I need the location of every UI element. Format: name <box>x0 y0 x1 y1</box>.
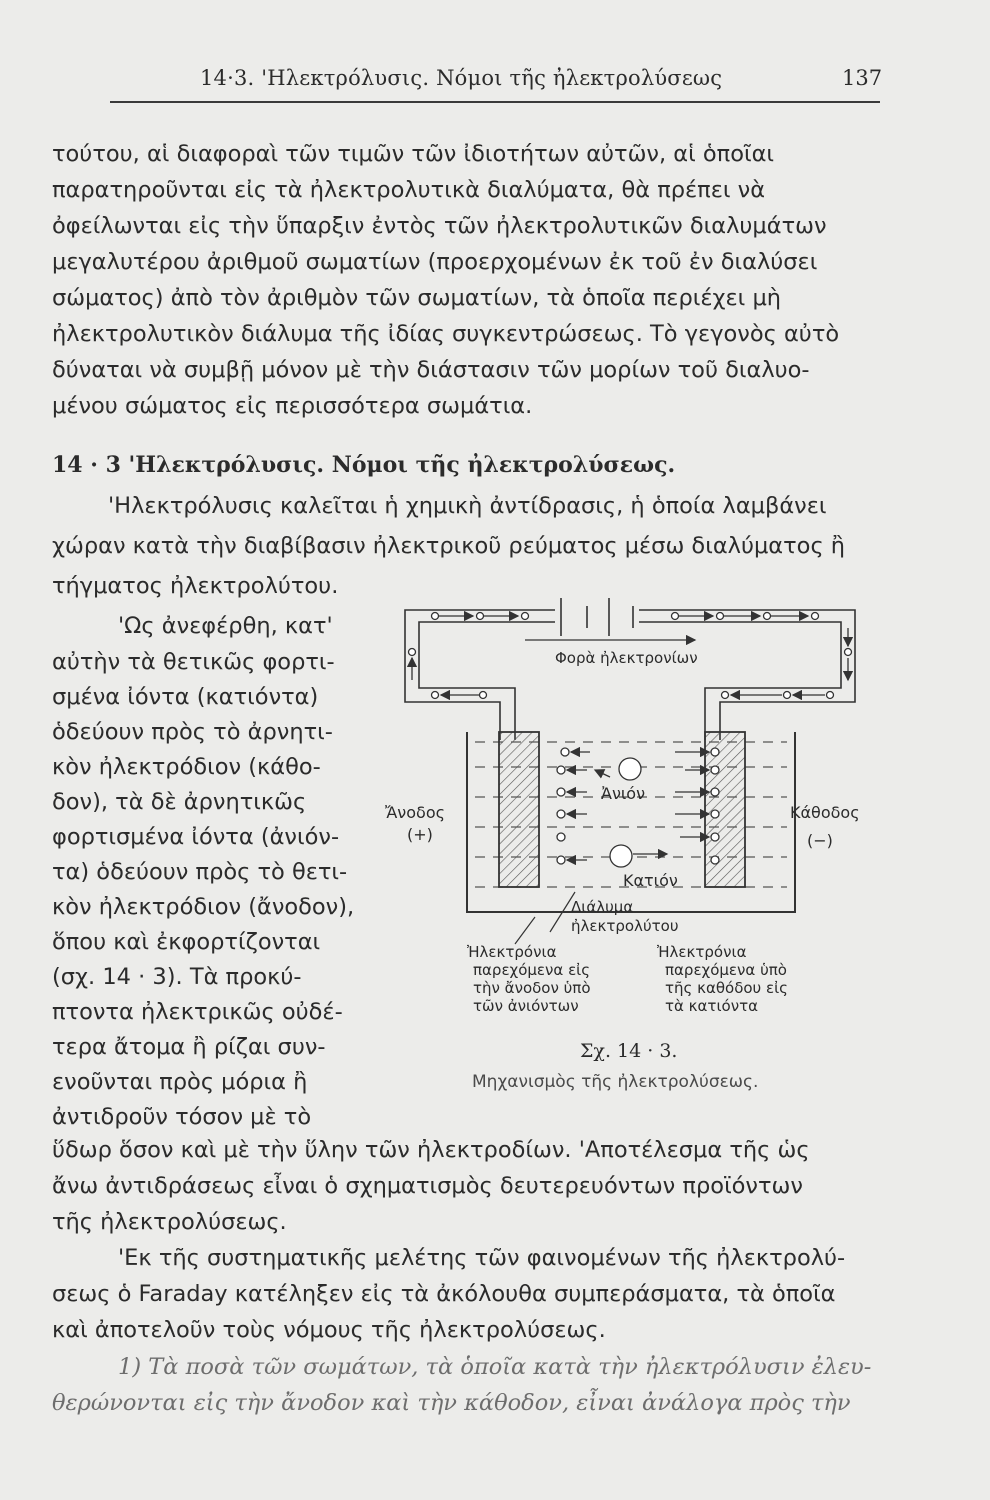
anode-sign: (+) <box>407 825 433 844</box>
text-line: μεγαλυτέρου ἀριθμοῦ σωματίων (προερχομένων ἐκ τοῦ ἐν διαλύσει <box>52 249 818 275</box>
text-line: ἄνω ἀντιδράσεως εἶναι ὁ σχηματισμὸς δευτερευόντων προϊόντων <box>52 1173 803 1199</box>
electron-flow-label: Φορὰ ἠλεκτρονίων <box>555 649 698 667</box>
ions <box>557 748 719 867</box>
column-line: ἀντιδροῦν τόσον μὲ τὸ <box>52 1104 312 1130</box>
text-line: παρατηροῦνται εἰς τὰ ἠλεκτρολυτικὰ διαλύματα, θὰ πρέπει νὰ <box>52 177 766 203</box>
cathode-label: Κάθοδος <box>790 803 860 822</box>
text-line: τήγματος ἠλεκτρολύτου. <box>52 573 339 599</box>
column-line: κὸν ἠλεκτρόδιον (ἄνοδον), <box>52 894 355 920</box>
column-line: πτοντα ἠλεκτρικῶς οὐδέ- <box>52 999 343 1025</box>
text-line: σεως ὁ Faraday κατέληξεν εἰς τὰ ἀκόλουθα συμπεράσματα, τὰ ὁποῖα <box>52 1281 836 1307</box>
right-note-line: τὰ κατιόντα <box>665 997 758 1015</box>
electrolysis-diagram <box>375 592 885 1022</box>
column-line: δον), τὰ δὲ ἀρνητικῶς <box>52 789 307 815</box>
text-line: δύναται νὰ συμβῇ μόνον μὲ τὴν διάστασιν τῶν μορίων τοῦ διαλυο- <box>52 357 810 383</box>
anion-circle <box>619 758 641 780</box>
column-line: αὐτὴν τὰ θετικῶς φορτι- <box>52 649 335 675</box>
header-rule <box>110 101 880 103</box>
left-note-pointer <box>515 917 535 944</box>
right-note-line: Ἠλεκτρόνια <box>657 943 747 961</box>
text-line: καὶ ἀποτελοῦν τοὺς νόμους τῆς ἠλεκτρολύσεως. <box>52 1317 606 1343</box>
wire-circuit <box>405 610 855 740</box>
column-line: ενοῦνται πρὸς μόρια ἢ <box>52 1069 308 1095</box>
left-note-line: Ἠλεκτρόνια <box>467 943 557 961</box>
column-line: (σχ. 14 · 3). Τὰ προκύ- <box>52 964 302 990</box>
column-line: ὁδεύουν πρὸς τὸ ἀρνητι- <box>52 719 333 745</box>
cation-circle <box>610 845 632 867</box>
left-note-line: παρεχόμενα εἰς <box>473 961 591 979</box>
column-line: τερα ἄτομα ἢ ρίζαι συν- <box>52 1034 326 1060</box>
solution-label: ἠλεκτρολύτου <box>571 917 679 935</box>
column-line: τα) ὁδεύουν πρὸς τὸ θετι- <box>52 859 348 885</box>
text-line: τῆς ἠλεκτρολύσεως. <box>52 1209 287 1235</box>
section-heading: 14 · 3 'Ηλεκτρόλυσις. Νόμοι τῆς ἠλεκτρολύσεως. <box>52 452 676 478</box>
italic-line: θερώνονται εἰς τὴν ἄνοδον καὶ τὴν κάθοδον, εἶναι ἀνάλογα πρὸς τὴν <box>52 1390 851 1416</box>
text-line: μένου σώματος εἰς περισσότερα σωμάτια. <box>52 393 533 419</box>
right-note-line: τῆς καθόδου εἰς <box>665 979 788 997</box>
text-line: 'Εκ τῆς συστηματικῆς μελέτης τῶν φαινομένων τῆς ἠλεκτρολύ- <box>118 1245 846 1271</box>
cathode-electrode <box>705 732 745 887</box>
right-note-line: παρεχόμενα ὑπὸ <box>665 961 787 979</box>
figure-caption-text: Μηχανισμὸς τῆς ἠλεκτρολύσεως. <box>472 1072 759 1092</box>
text-line: ἠλεκτρολυτικὸν διάλυμα τῆς ἰδίας συγκεντρώσεως. Τὸ γεγονὸς αὐτὸ <box>52 321 840 347</box>
cation-label: Κατιόν <box>623 871 678 890</box>
left-note-line: τὴν ἄνοδον ὑπὸ <box>473 979 591 997</box>
text-line: σώματος) ἀπὸ τὸν ἀριθμὸν τῶν σωματίων, τὰ ὁποῖα περιέχει μὴ <box>52 285 782 311</box>
left-note-line: τῶν ἀνιόντων <box>473 997 579 1015</box>
italic-line: 1) Τὰ ποσὰ τῶν σωμάτων, τὰ ὁποῖα κατὰ τὴν ἠλεκτρόλυσιν ἐλευ- <box>118 1354 872 1380</box>
anion-label: Ἀνιόν <box>601 784 646 803</box>
column-line: φορτισμένα ἰόντα (ἀνιόν- <box>52 824 340 850</box>
page-number: 137 <box>842 66 883 90</box>
anode-label: Ἄνοδος <box>385 803 445 822</box>
solution-label: Διάλυμα <box>571 898 634 916</box>
text-line: τούτου, αἱ διαφοραὶ τῶν τιμῶν τῶν ἰδιοτήτων αὐτῶν, αἱ ὁποῖαι <box>52 141 775 167</box>
figure-caption-number: Σχ. 14 · 3. <box>580 1040 678 1062</box>
anode-electrode <box>499 732 539 887</box>
column-line: ὅπου καὶ ἐκφορτίζονται <box>52 929 321 955</box>
text-line: 'Ηλεκτρόλυσις καλεῖται ἡ χημικὴ ἀντίδρασις, ἡ ὁποία λαμβάνει <box>108 493 827 519</box>
column-line: σμένα ἰόντα (κατιόντα) <box>52 684 319 710</box>
running-header: 14·3. 'Ηλεκτρόλυσις. Νόμοι τῆς ἠλεκτρολύσεως <box>200 66 723 90</box>
text-line: ὀφείλωνται εἰς τὴν ὕπαρξιν ἐντὸς τῶν ἠλεκτρολυτικῶν διαλυμάτων <box>52 213 827 239</box>
battery-symbol <box>561 598 633 636</box>
cathode-sign: (−) <box>807 831 833 850</box>
column-line: κὸν ἠλεκτρόδιον (κάθο- <box>52 754 321 780</box>
text-line: ὕδωρ ὅσον καὶ μὲ τὴν ὕλην τῶν ἠλεκτροδίων. 'Αποτέλεσμα τῆς ὡς <box>52 1137 810 1163</box>
column-line: 'Ως ἀνεφέρθη, κατ' <box>118 613 333 639</box>
text-line: χώραν κατὰ τὴν διαβίβασιν ἠλεκτρικοῦ ρεύματος μέσω διαλύματος ἢ <box>52 533 846 559</box>
